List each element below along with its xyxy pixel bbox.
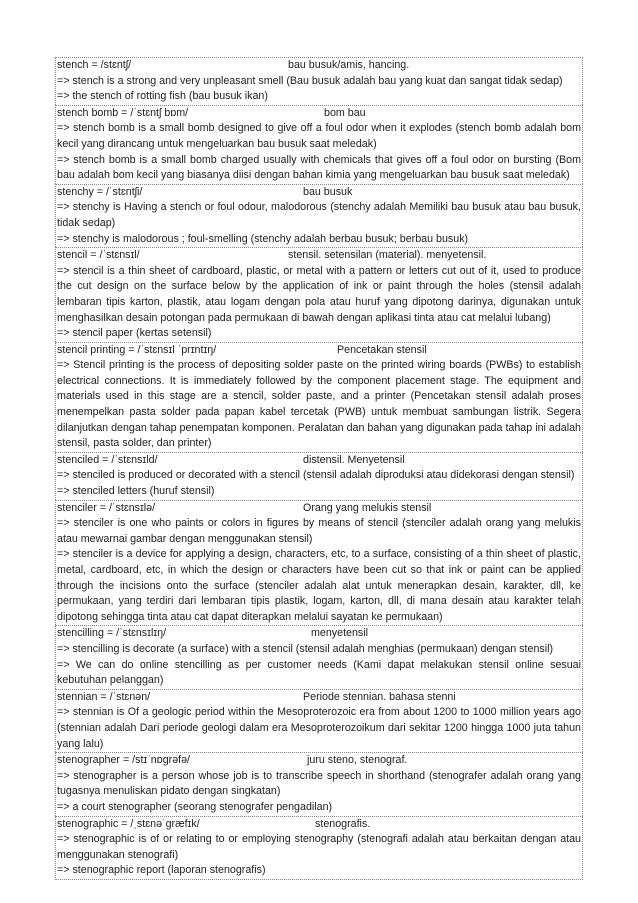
entry-meaning: bom bau	[324, 106, 366, 119]
entry-meaning: stenografis.	[315, 817, 371, 830]
dictionary-entry	[55, 452, 583, 500]
entry-headword: stennian = /ˈstɛnən/	[57, 690, 151, 703]
dictionary-page	[55, 57, 583, 880]
entry-headline	[56, 626, 582, 642]
entry-headline	[56, 453, 582, 469]
entry-headword: stenographic = /ˌstɛnəˈɡræfɪk/	[57, 817, 200, 830]
entry-definition-line: => stencil paper (kertas setensil)	[57, 327, 212, 340]
entry-meaning: juru steno, stenograf.	[307, 754, 408, 767]
dictionary-entry	[55, 816, 583, 880]
entry-definition-line: => stenchy is malodorous ; foul-smelling (stenchy adalah berbau busuk; berbau busuk)	[57, 232, 469, 245]
dictionary-entry	[55, 689, 583, 752]
entry-definition-line: => stenciler is a device for applying a design, characters, etc, to a surface, consisting of a thin sheet of plastic, metal, cardboard, etc, in which the design or characters have been cut so that ink or paint can be applied through the incisions onto the surface (stenciler adalah alat untuk menerapkan desain, karakter, dll, ke permukaan, yang terdiri dari lembaran tipis plastik, logam, karton, dll, di mana desain atau karakter telah dipotong sehingga tinta atau cat dapat diterapkan melalui sayatan ke permukaan)	[57, 548, 581, 623]
entry-headword: stench bomb = /ˈstɛntʃ bɒm/	[57, 106, 189, 119]
dictionary-entry	[55, 247, 583, 342]
entry-headword: stencil printing = /ˈstɛnsɪl ˈprɪntɪŋ/	[57, 343, 217, 356]
entry-headword: stenographer = /stɪˈnɒɡrəfə/	[57, 754, 191, 767]
entry-headline	[56, 690, 582, 706]
entry-definition-line: => stench bomb is a small bomb charged usually with chemicals that gives off a foul odor on bursting (Bom bau adalah bom kecil yang biasanya diisi dengan bahan kimia yang mengeluarkan bau busuk saat meledak)	[57, 153, 581, 182]
entry-headline	[56, 106, 582, 122]
entry-headline	[56, 58, 582, 74]
entry-meaning: Periode stennian. bahasa stenni	[303, 690, 456, 703]
entry-definition-line: => Stencil printing is the process of depositing solder paste on the printed wiring boards (PWBs) to establish electrical connections. It is immediately followed by the component placement stage. The equipment and materials used in this stage are a stencil, solder paste, and a printer (Pencetakan stensil adalah proses menempelkan pasta solder pada papan kabel tercetak (PWB) untuk membuat sambungan listrik. Segera dilanjutkan dengan tahap penempatan komponen. Peralatan dan bahan yang digunakan pada tahap ini adalah stensil, pasta solder, dan printer)	[57, 359, 581, 450]
entry-definition-line: => stenographer is a person whose job is to transcribe speech in shorthand (stenografer adalah orang yang tugasnya menuliskan pidato dengan singkatan)	[57, 769, 581, 798]
dictionary-entry	[55, 342, 583, 452]
entry-definition-line: => stencilling is decorate (a surface) with a stencil (stensil adalah menghias (permukaan) dengan stensil)	[57, 642, 554, 655]
entry-meaning: Orang yang melukis stensil	[303, 501, 432, 514]
entry-headword: stencil = /ˈstɛnsɪl/	[57, 249, 140, 262]
dictionary-entry	[55, 752, 583, 815]
entry-meaning: stensil. setensilan (material). menyetensil.	[288, 249, 487, 262]
entry-definition-line: => stenciler is one who paints or colors in figures by means of stencil (stenciler adalah orang yang melukis atau mewarnai gambar dengan menggunakan stensil)	[57, 517, 581, 545]
entry-headline	[56, 817, 582, 833]
entry-definition-line: => stenographic is of or relating to or employing stenography (stenografi adalah atau berkaitan dengan atau menggunakan stenografi)	[57, 833, 581, 861]
entry-definition-line: => stench bomb is a small bomb designed to give off a foul odor when it explodes (stench bomb adalah bom kecil yang dirancang untuk mengeluarkan bau busuk saat meledak)	[57, 122, 581, 150]
entry-headline	[56, 343, 582, 359]
entry-meaning: bau busuk/amis, hancing.	[288, 59, 410, 71]
entry-definition-line: => stenchy is Having a stench or foul odour, malodorous (stenchy adalah Memiliki bau busuk atau bau busuk, tidak sedap)	[57, 201, 581, 229]
entry-definition-line: => stennian is Of a geologic period within the Mesoproterozoic era from about 1200 to 1000 million years ago (stennian adalah Dari periode geologi dalam era Mesoproterozoikum dari sekitar 1200 hingga 1000 juta tahun yang lalu)	[57, 706, 581, 750]
entry-headline	[56, 753, 582, 769]
entry-definition-line: => stench is a strong and very unpleasant smell (Bau busuk adalah bau yang kuat dan sangat tidak sedap)	[57, 74, 563, 87]
entry-headword: stenchy = /ˈstɛntʃi/	[57, 185, 143, 198]
dictionary-entry	[55, 57, 583, 105]
entry-meaning: bau busuk	[303, 185, 353, 198]
entry-meaning: Pencetakan stensil	[337, 343, 427, 356]
entry-definition-line: => stenographic report (laporan stenografis)	[57, 864, 266, 877]
entry-headword: stenciled = /ˈstɛnsɪld/	[57, 453, 158, 466]
entry-definition-line: => a court stenographer (seorang stenografer pengadilan)	[57, 800, 333, 813]
entry-headword: stenciler = /ˈstɛnsɪlə/	[57, 501, 156, 514]
entry-definition-line: => the stench of rotting fish (bau busuk ikan)	[57, 90, 268, 103]
entry-definition-line: => stencil is a thin sheet of cardboard, plastic, or metal with a pattern or letters cut out of it, used to produce the cut design on the surface below by the application of ink or paint through the holes (stensil adalah lembaran tipis karton, plastik, atau logam dengan pola atau huruf yang dipotong darinya, digunakan untuk menghasilkan desain potongan pada permukaan di bawah dengan aplikasi tinta atau cat melalui lubang)	[57, 264, 581, 324]
entry-headline	[56, 501, 582, 517]
entry-headline	[56, 185, 582, 201]
dictionary-entry	[55, 500, 583, 626]
entry-meaning: menyetensil	[311, 627, 369, 640]
dictionary-entry	[55, 184, 583, 247]
entry-headword: stench = /stɛntʃ/	[57, 59, 132, 71]
entry-definition-line: => stenciled letters (huruf stensil)	[57, 485, 215, 498]
entry-meaning: distensil. Menyetensil	[303, 453, 405, 466]
entry-headline	[56, 248, 582, 264]
entry-headword: stencilling = /ˈstɛnsɪlɪŋ/	[57, 627, 167, 640]
entry-definition-line: => stenciled is produced or decorated with a stencil (stensil adalah diproduksi atau didekorasi dengan stensil)	[57, 469, 575, 482]
dictionary-entry	[55, 105, 583, 184]
entry-definition-line: => We can do online stencilling as per customer needs (Kami dapat melakukan stensil online sesuai kebutuhan pelanggan)	[57, 658, 581, 687]
dictionary-entry	[55, 625, 583, 688]
